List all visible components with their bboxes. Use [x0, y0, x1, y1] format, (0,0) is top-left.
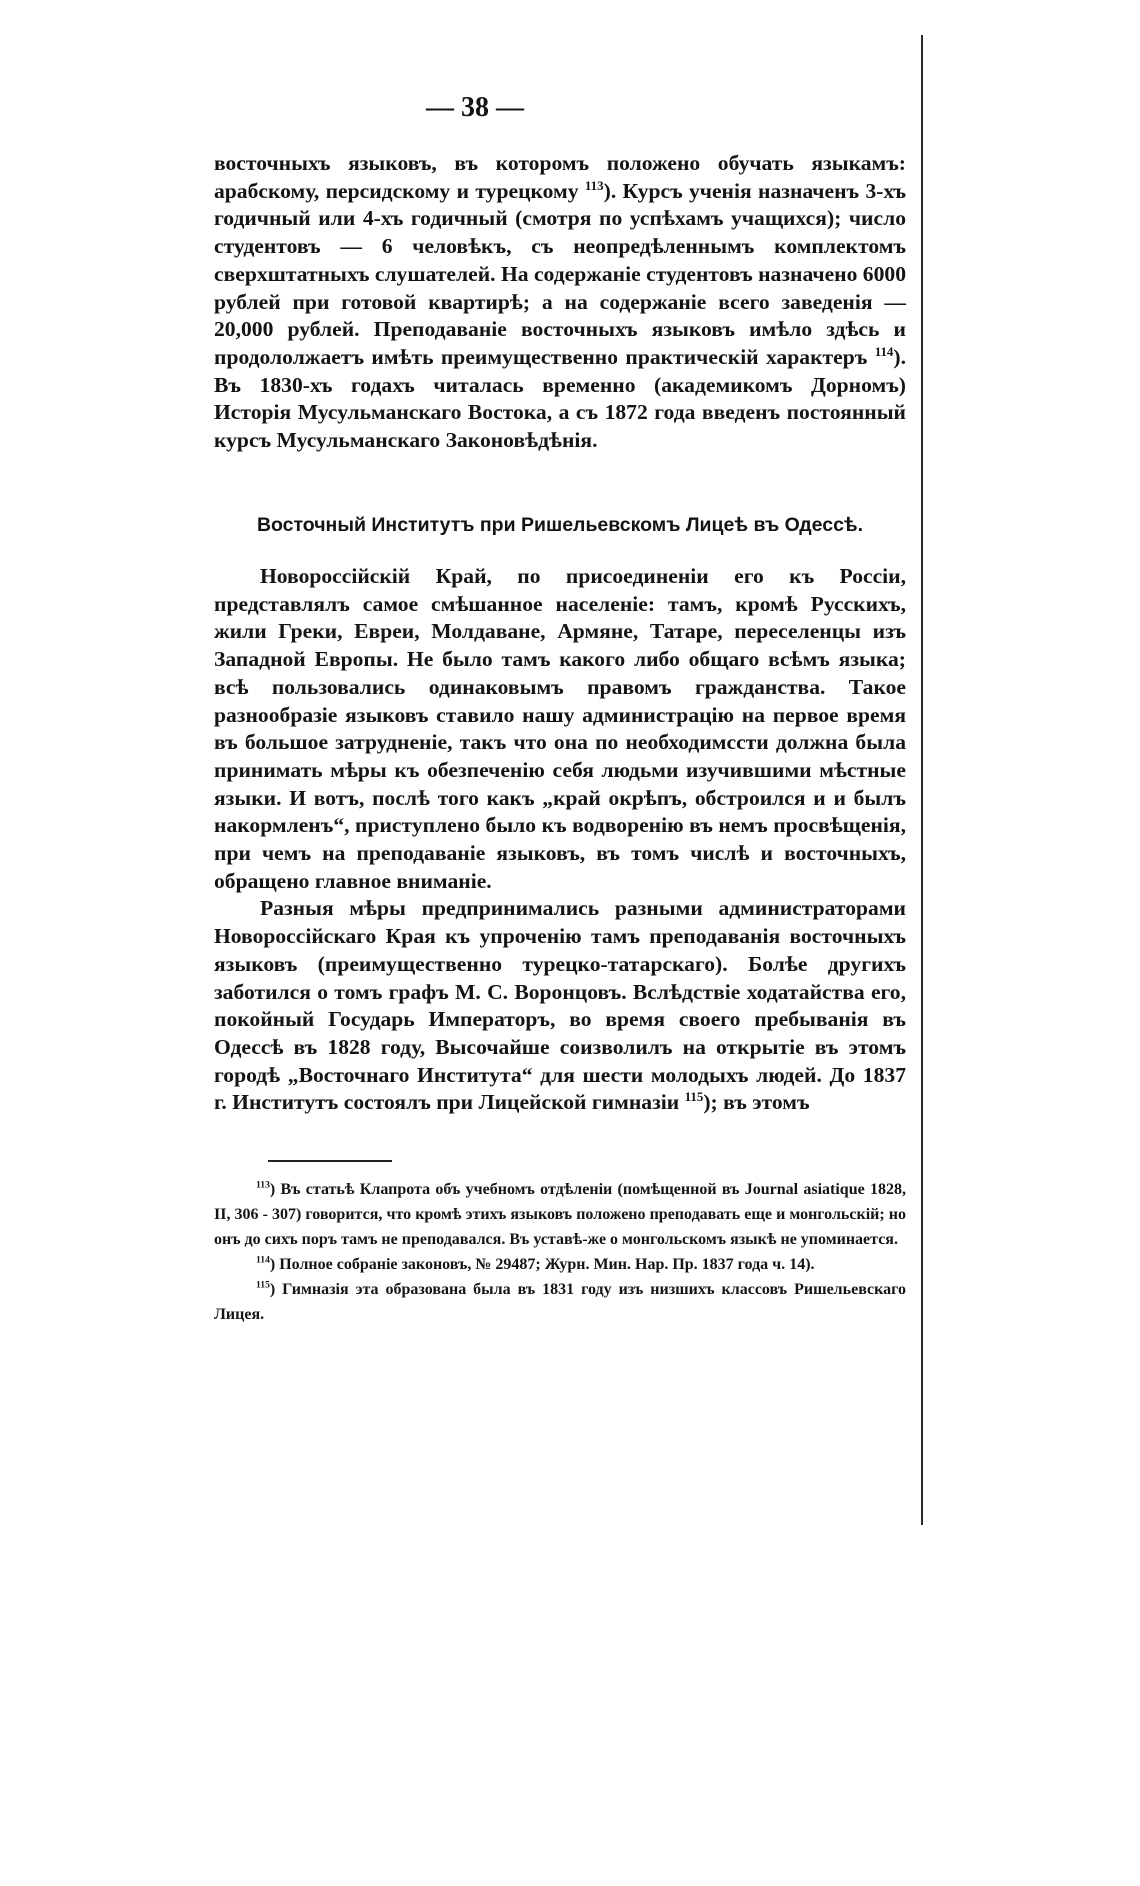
- main-text-bottom: [214, 563, 906, 1117]
- paragraph-text: ); въ этомъ: [703, 1090, 810, 1115]
- footnote-mark: 114: [256, 1254, 270, 1266]
- footnote-reference: 115: [684, 1089, 704, 1105]
- footnote-reference: 113: [584, 177, 604, 193]
- footnote-mark: 115: [256, 1279, 270, 1291]
- footnote-reference: 114: [874, 343, 894, 359]
- footnote-text: ) Полное собраніе законовъ, № 29487; Журн. Мин. Нар. Пр. 1837 года ч. 14).: [269, 1256, 815, 1273]
- main-text-top: [214, 150, 906, 455]
- footnote: [214, 1177, 906, 1252]
- paragraph: [214, 895, 906, 1117]
- paragraph: [214, 150, 906, 455]
- footnote: [214, 1277, 906, 1327]
- footnote: [214, 1252, 906, 1277]
- section-heading: Восточный Институтъ при Ришельевскомъ Лицеѣ въ Одессѣ.: [256, 514, 864, 536]
- footnote-separator: [268, 1160, 392, 1162]
- footnotes: [214, 1177, 906, 1327]
- scan-edge-rule: [921, 35, 923, 1525]
- footnote-text: ) Гимназія эта образована была въ 1831 году изъ низшихъ классовъ Ришельевскаго Лицея.: [214, 1281, 906, 1323]
- footnote-mark: 113: [256, 1179, 270, 1191]
- paragraph-text: ). Курсъ ученія назначенъ 3-хъ годичный или 4-хъ годичный (смотря по успѣхамъ учащихся); число студентовъ — 6 человѣкъ, съ неопредѣленнымъ комплектомъ сверхштатныхъ слушателей. На содержаніе студентовъ назначено 6000 рублей при готовой квартирѣ; а на содержаніе всего заведенія — 20,000 рублей. Преподаваніе восточныхъ языковъ имѣло здѣсь и продололжаетъ имѣть преимущественно практическій характеръ: [214, 178, 906, 369]
- footnote-text: ) Въ статьѣ Клапрота объ учебномъ отдѣленіи (помѣщенной въ Journal asiatique 1828, II, 306 - 307) говорится, что кромѣ этихъ языковъ положено преподавать еще и монгольскій; но онъ до сихъ поръ тамъ не преподавался. Въ уставѣ-же о монгольскомъ языкѣ не упоминается.: [214, 1181, 906, 1248]
- paragraph: Новороссійскій Край, по присоединеніи его къ Россіи, представлялъ самое смѣшанное населеніе: тамъ, кромѣ Русскихъ, жили Греки, Евреи, Молдаване, Армяне, Татаре, переселенцы изъ Западной Европы. Не было тамъ какого либо общаго всѣмъ языка; всѣ пользовались одинаковымъ правомъ гражданства. Такое разнообразіе языковъ ставило нашу администрацію на первое время въ большое затрудненіе, такъ что она по необходимссти должна была принимать мѣры къ обезпеченію себя людьми изучившими мѣстные языки. И вотъ, послѣ того какъ „край окрѣпъ, обстроился и и былъ накормленъ“, приступлено было къ водворенію въ немъ просвѣщенія, при чемъ на преподаваніе языковъ, въ томъ числѣ и восточныхъ, обращено главное вниманіе.: [214, 564, 906, 893]
- page-number: — 38 —: [426, 92, 524, 123]
- paragraph-text: восточныхъ языковъ, въ которомъ положено обучать языкамъ: арабскому, персидскому и турецкому: [214, 151, 906, 203]
- paragraph-text: ). Въ 1830-хъ годахъ читалась временно (академикомъ Дорномъ) Исторія Мусульманскаго Востока, а съ 1872 года введенъ постоянный курсъ Мусульманскаго Законовѣдѣнія.: [214, 344, 906, 453]
- paragraph-text: Разныя мѣры предпринимались разными администраторами Новороссійскаго Края къ упроченію тамъ преподаванія восточныхъ языковъ (преимущественно турецко-татарскаго). Болѣе другихъ заботился о томъ графъ М. С. Воронцовъ. Вслѣдствіе ходатайства его, покойный Государь Императоръ, во время своего пребыванія въ Одессѣ въ 1828 году, Высочайше соизволилъ на открытіе въ этомъ городѣ „Восточнаго Института“ для шести молодыхъ людей. До 1837 г. Институтъ состоялъ при Лицейской гимназіи: [214, 896, 906, 1115]
